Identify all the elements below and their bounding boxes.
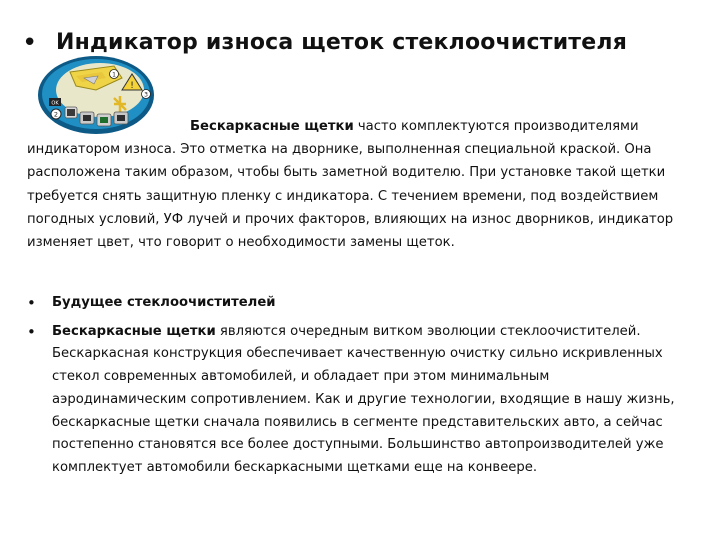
paragraph-body: часто комплектуются производителями индикатором износа. Это отметка на дворнике, выполненная специальной краской. Она расположена таким образом, чтобы быть заметной водителю. При установке такой щетки требуется снять защитную пленку с индикатора. С течением времени, под воздействием погодных условий, УФ лучей и прочих факторов, влияющих на износ дворников, индикатор изменяет цвет, что говорит о необходимости замены щеток. [27,119,674,251]
bullet-text: являются очередным витком эволюции стеклоочистителей. Бескаркасная конструкция обеспечивает качественную очистку сильно искривленных стекол современных автомобилей, и обладает при этом минимальным аэродинамическим сопротивлением. Как и другие технологии, входящие в нашу жизнь, бескаркасные щетки сначала появились в сегменте представительских авто, а сейчас постепенно становятся все более доступными. Большинство автопроизводителей уже комплектует автомобили бескаркасными щетками еще на конвеере. [52,323,675,475]
bullet-heading: Будущее стеклоочистителей [52,295,276,310]
ok-badge: OK [51,100,59,107]
callout-3: 3 [144,91,148,99]
bullet-heading: Бескаркасные щетки [52,323,216,339]
list-item [27,321,677,480]
slide-title: Индикатор износа щеток стеклоочистителя [56,30,628,55]
callout-1: 1 [112,71,116,79]
description-paragraph [27,115,687,254]
bullet-dot: • [27,322,36,341]
bullet-dot: • [27,294,36,312]
paragraph-lead: Бескаркасные щетки [190,119,354,134]
svg-text:!: ! [130,81,134,91]
title-bullet: • [22,28,38,58]
list-item [27,292,677,315]
callout-2: 2 [53,110,59,119]
bullet-list [27,292,677,486]
